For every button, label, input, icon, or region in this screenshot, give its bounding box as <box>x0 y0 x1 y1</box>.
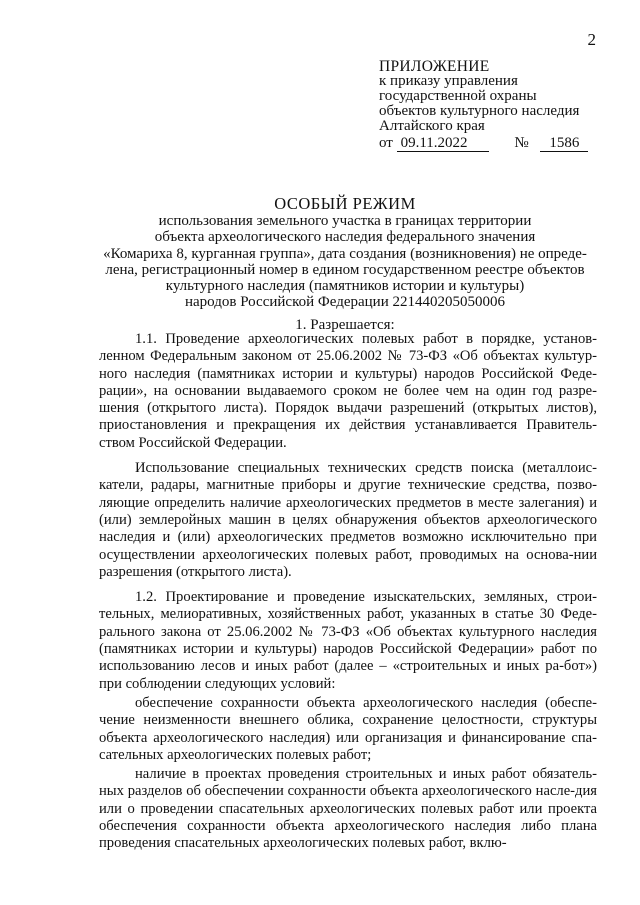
regime-subtitle-line: использования земельного участка в границах территории <box>158 213 532 230</box>
appendix-header <box>379 59 588 152</box>
document-body <box>99 331 597 853</box>
paragraph: наличие в проектах проведения строительных и иных работ обязатель-ных разделов об обеспечении сохранности объекта археологического насле-дия или о проведении спасательных археологических полевых работ или проекта обеспечения сохранности объекта археологического наследия либо плана проведения спасательных археологических полевых работ, вклю- <box>99 766 597 852</box>
appendix-line: Алтайского края <box>379 118 485 134</box>
regime-title: ОСОБЫЙ РЕЖИМ <box>274 194 416 213</box>
appendix-line: объектов культурного наследия <box>379 103 580 119</box>
order-from-label: от <box>379 135 393 151</box>
page-number: 2 <box>587 30 596 49</box>
appendix-line: государственной охраны <box>379 88 537 104</box>
order-number-sign: № <box>514 135 529 151</box>
paragraph: Использование специальных технических средств поиска (металлоис-катели, радары, магнитные приборы и другие технические средства, позво-ляющие определить наличие археологических предметов в месте залегания) и (или) землеройных машин в целях обнаружения объектов археологического наследия и (или) археологических предметов возможно исключительно при осуществлении археологических полевых работ, проводимых на основа-нии разрешения (открытого листа). <box>99 460 597 580</box>
regime-title-block <box>90 196 600 310</box>
regime-subtitle-line: народов Российской Федерации 221440205050006 <box>185 294 505 311</box>
regime-subtitle-line: лена, регистрационный номер в едином государственном реестре объектов <box>105 261 585 278</box>
section-heading: 1. Разрешается: <box>295 317 395 333</box>
regime-subtitle-line: «Комариха 8, курганная группа», дата создания (возникновения) не опреде- <box>103 245 587 262</box>
regime-subtitle-line: объекта археологического наследия федерального значения <box>154 229 536 246</box>
appendix-title: ПРИЛОЖЕНИЕ <box>379 58 490 75</box>
order-reference <box>379 135 588 152</box>
order-date: 09.11.2022 <box>397 135 489 152</box>
appendix-line: к приказу управления <box>379 73 518 89</box>
order-number: 1586 <box>540 135 588 152</box>
paragraph: 1.2. Проектирование и проведение изыскательских, земляных, строи-тельных, мелиоративных, хозяйственных работ, указанных в статье 30 Феде-рального закона от 25.06.2002 № 73-ФЗ «Об объектах культурного наследия (памятниках истории и культуры) народов Российской Федерации» работ по использованию лесов и иных работ (далее – «строительных и иных ра-бот») при соблюдении следующих условий: <box>99 589 597 692</box>
paragraph: обеспечение сохранности объекта археологического наследия (обеспе-чение неизменности внешнего облика, сохранение целостности, структуры объекта археологического наследия) или организация и финансирование спа-сательных археологических полевых работ; <box>99 694 597 763</box>
paragraph: 1.1. Проведение археологических полевых работ в порядке, установ-ленном Федеральным законом от 25.06.2002 № 73-ФЗ «Об объектах культур-ного наследия (памятниках истории и культуры) народов Российской Феде-рации», на основании выдаваемого сроком не более чем на один год разре-шения (открытого листа). Порядок выдачи разрешений (открытых листов), приостановления и прекращения их действия устанавливается Правитель-ством Российской Федерации. <box>99 331 597 451</box>
regime-subtitle-line: культурного наследия (памятников истории и культуры) <box>165 278 525 295</box>
